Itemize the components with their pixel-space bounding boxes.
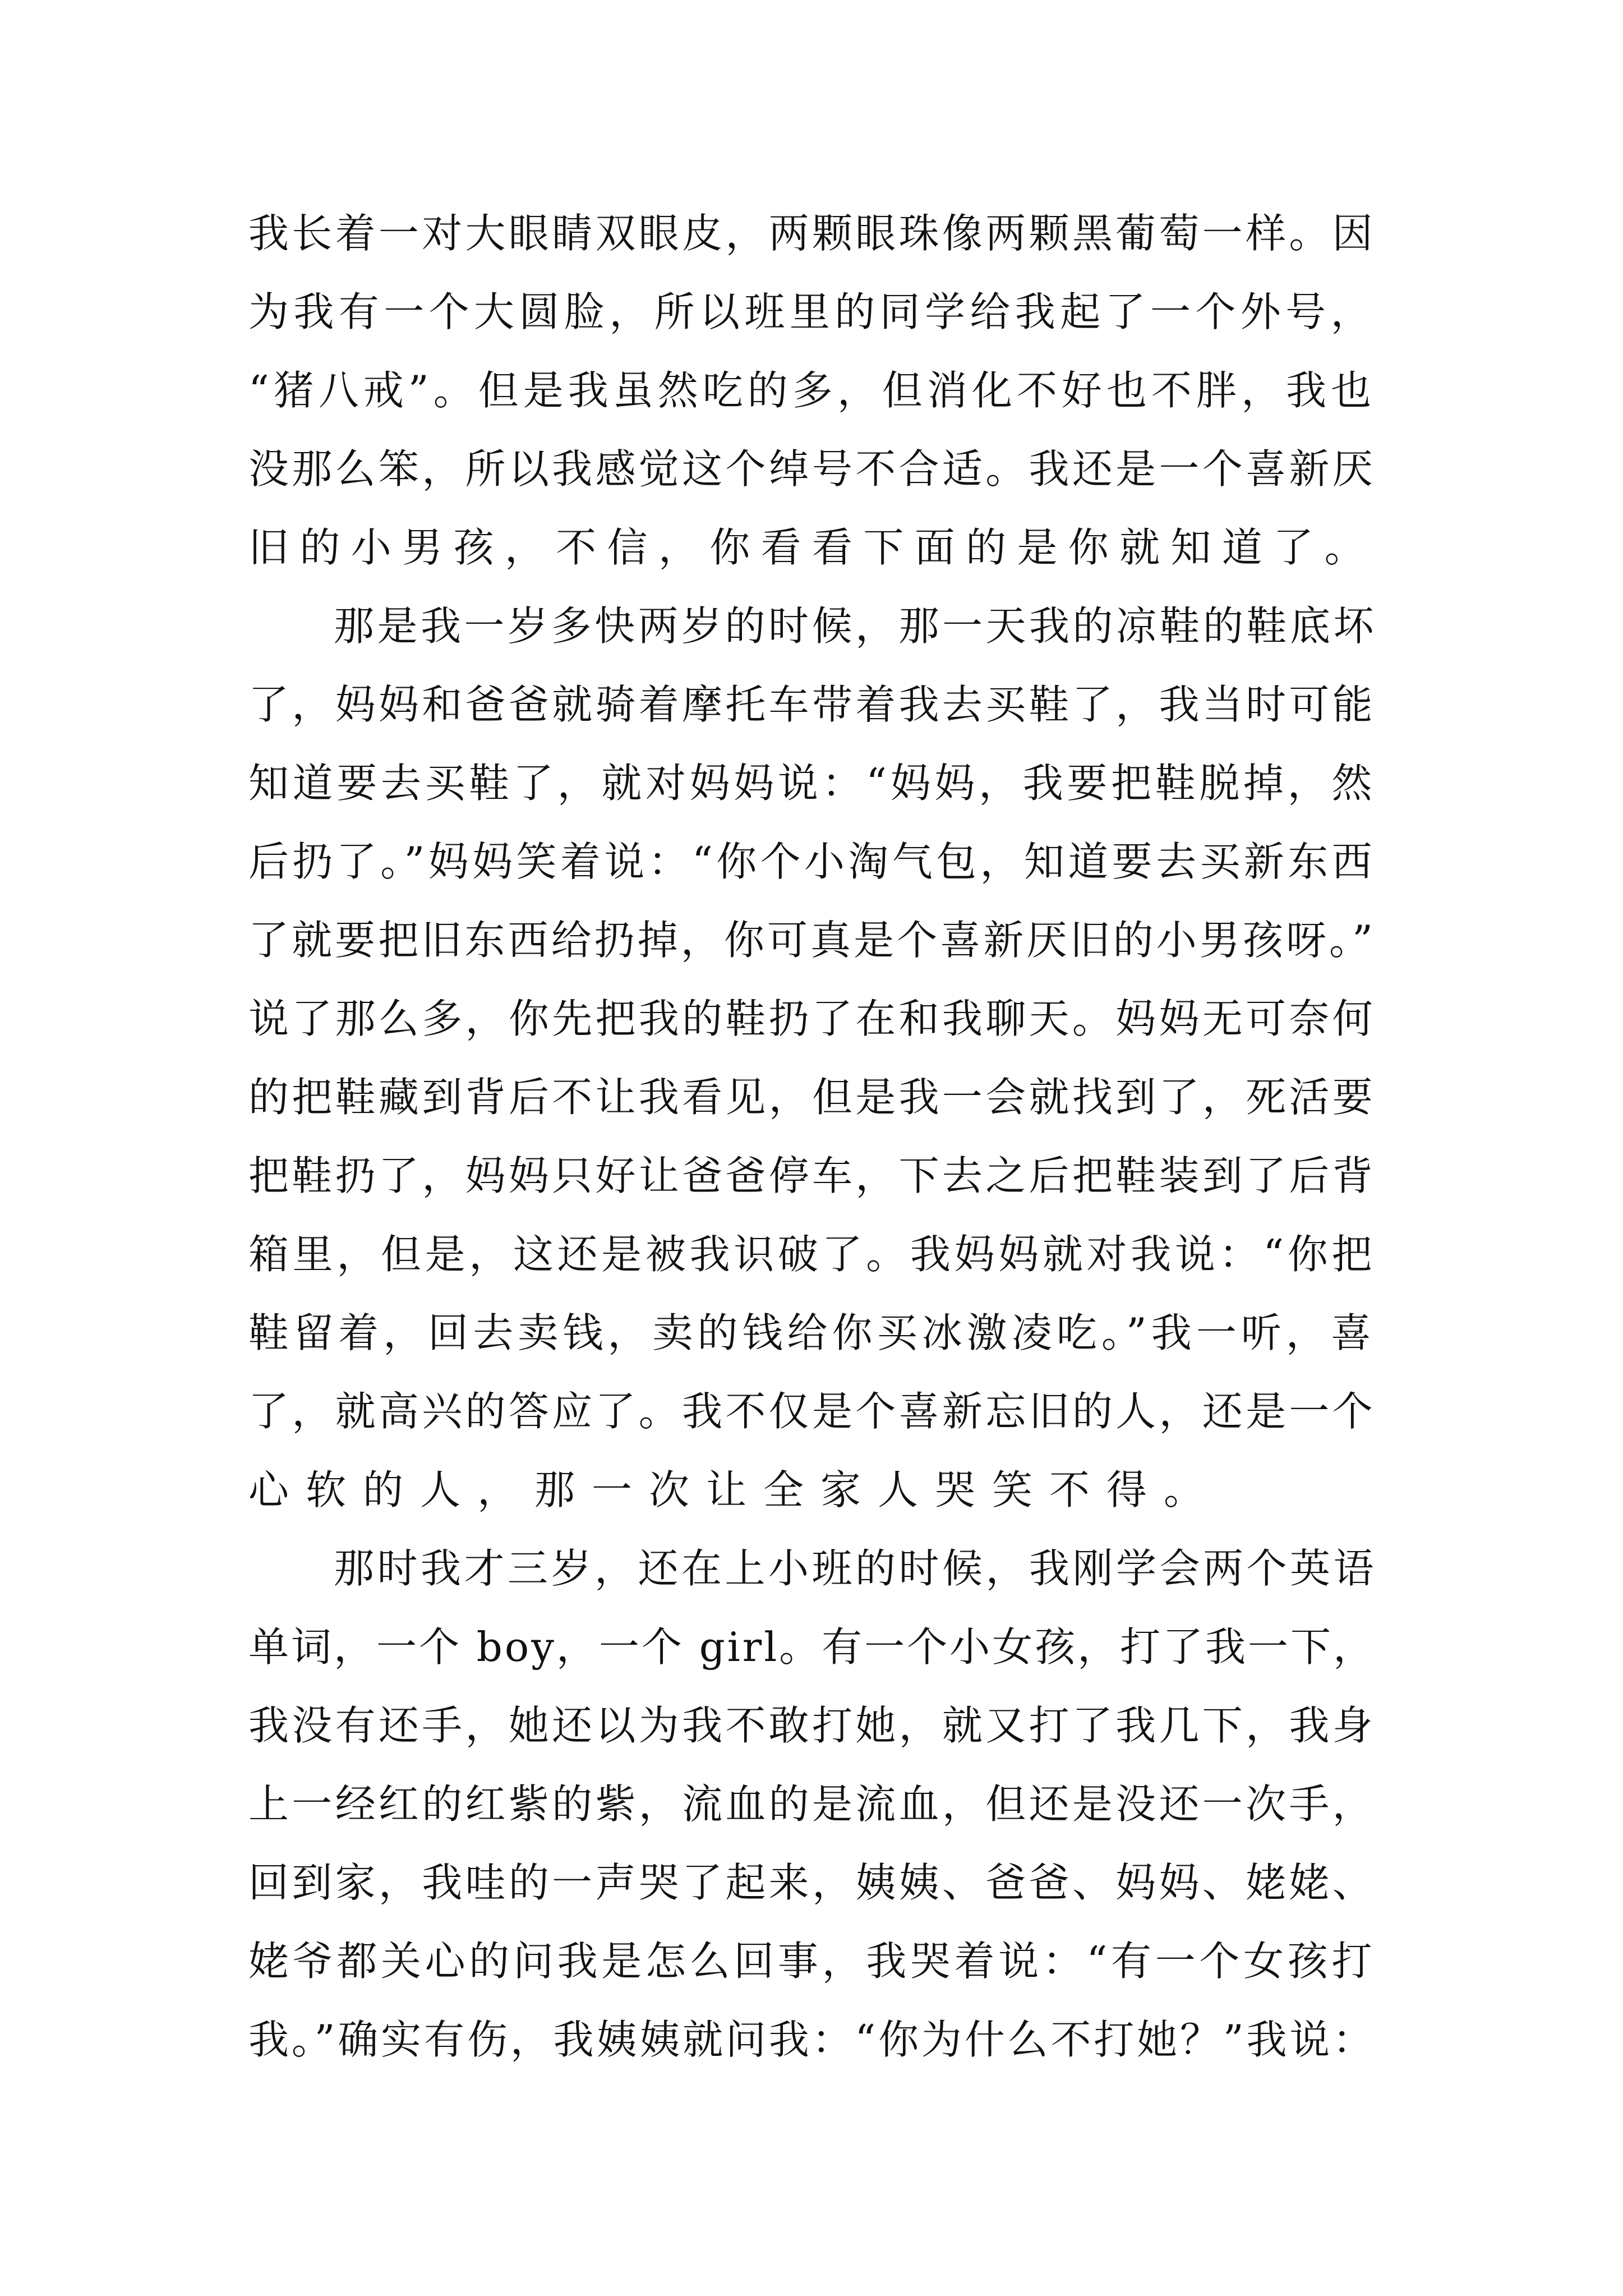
text-line: 姥爷都关心的问我是怎么回事，我哭着说：“有一个女孩打	[248, 1938, 1376, 1985]
text-line: 回到家，我哇的一声哭了起来，姨姨、爸爸、妈妈、姥姥、	[248, 1859, 1376, 1906]
text-line: 上一经红的红紫的紫，流血的是流血，但还是没还一次手，	[248, 1780, 1376, 1828]
paragraph-first-line: 那时我才三岁，还在上小班的时候，我刚学会两个英语	[334, 1545, 1377, 1592]
text-line: 我。”确实有伤，我姨姨就问我：“你为什么不打她？”我说：	[248, 2016, 1376, 2063]
text-line: 了，妈妈和爸爸就骑着摩托车带着我去买鞋了，我当时可能	[248, 681, 1376, 728]
text-line: 我没有还手，她还以为我不敢打她，就又打了我几下，我身	[248, 1702, 1376, 1749]
text-line: 鞋留着，回去卖钱，卖的钱给你买冰激凌吃。”我一听，喜	[248, 1309, 1376, 1356]
text-line: 后扔了。”妈妈笑着说：“你个小淘气包，知道要去买新东西	[248, 838, 1376, 885]
text-line: 的把鞋藏到背后不让我看见，但是我一会就找到了，死活要	[248, 1074, 1376, 1121]
text-line: 旧的小男孩，不信，你看看下面的是你就知道了。	[248, 524, 1376, 571]
text-line: 没那么笨，所以我感觉这个绰号不合适。我还是一个喜新厌	[248, 445, 1376, 493]
text-line: 心软的人，那一次让全家人哭笑不得。	[248, 1466, 1221, 1513]
text-line: 箱里，但是，这还是被我识破了。我妈妈就对我说：“你把	[248, 1231, 1376, 1278]
text-line: 把鞋扔了，妈妈只好让爸爸停车，下去之后把鞋装到了后背	[248, 1152, 1376, 1199]
text-line: 单词，一个 boy，一个 girl。有一个小女孩，打了我一下，	[248, 1623, 1376, 1671]
text-line: 为我有一个大圆脸，所以班里的同学给我起了一个外号，	[248, 288, 1376, 335]
text-line: 我长着一对大眼睛双眼皮，两颗眼珠像两颗黑葡萄一样。因	[248, 210, 1376, 257]
text-line: 知道要去买鞋了，就对妈妈说：“妈妈，我要把鞋脱掉，然	[248, 760, 1376, 807]
text-line: 说了那么多，你先把我的鞋扔了在和我聊天。妈妈无可奈何	[248, 995, 1376, 1042]
paragraph-first-line: 那是我一岁多快两岁的时候，那一天我的凉鞋的鞋底坏	[334, 602, 1377, 650]
text-line: 了就要把旧东西给扔掉，你可真是个喜新厌旧的小男孩呀。”	[248, 917, 1376, 964]
text-line: “猪八戒”。但是我虽然吃的多，但消化不好也不胖，我也	[248, 367, 1376, 414]
text-line: 了，就高兴的答应了。我不仅是个喜新忘旧的人，还是一个	[248, 1388, 1376, 1435]
